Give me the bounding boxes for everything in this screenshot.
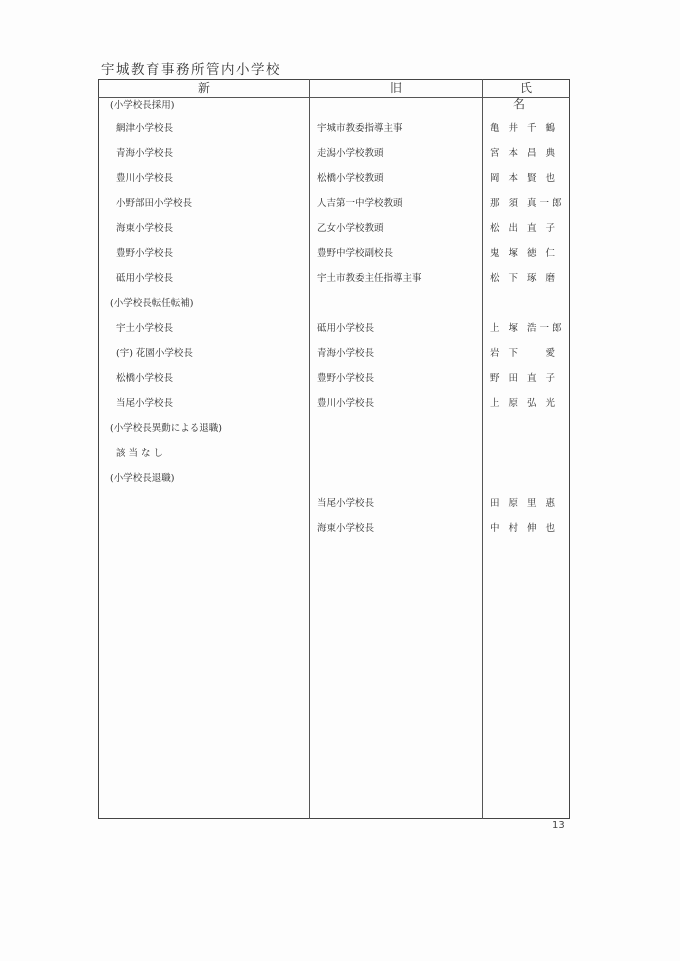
section-heading-row	[98, 296, 570, 312]
table-row	[98, 446, 570, 462]
table-row	[98, 321, 570, 337]
new-position: 網津小学校長	[116, 123, 174, 134]
old-position: 走潟小学校教頭	[317, 148, 384, 159]
table-row	[98, 496, 570, 512]
document-title: 宇城教育事務所管内小学校	[101, 62, 281, 78]
table-row	[98, 346, 570, 362]
new-position: (小学校長異動による退職)	[110, 423, 222, 434]
table-row	[98, 196, 570, 212]
person-name: 松 出 直 子	[490, 223, 559, 234]
person-name: 中 村 伸 也	[490, 523, 559, 534]
new-position: 当尾小学校長	[116, 398, 174, 409]
section-heading-row	[98, 98, 570, 114]
new-position: 宇土小学校長	[116, 323, 174, 334]
table-row	[98, 146, 570, 162]
new-position: (小学校長退職)	[110, 473, 175, 484]
new-position: (小学校長転任転補)	[110, 298, 194, 309]
new-position: 該 当 な し	[116, 448, 164, 459]
person-name: 松 下 琢 磨	[490, 273, 559, 284]
old-position: 人吉第一中学校教頭	[317, 198, 403, 209]
person-name: 那 須 真一郎	[490, 198, 565, 209]
table-row	[98, 221, 570, 237]
new-position: 豊川小学校長	[116, 173, 174, 184]
old-position: 宇土市教委主任指導主事	[317, 273, 422, 284]
old-position: 当尾小学校長	[317, 498, 375, 509]
table-row	[98, 371, 570, 387]
new-position: (小学校長採用)	[110, 100, 175, 111]
person-name: 鬼 塚 徳 仁	[490, 248, 559, 259]
table-row	[98, 396, 570, 412]
old-position: 豊野小学校長	[317, 373, 375, 384]
table-row	[98, 121, 570, 137]
new-position: (宇) 花園小学校長	[116, 348, 193, 359]
old-position: 豊川小学校長	[317, 398, 375, 409]
new-position: 砥用小学校長	[116, 273, 174, 284]
table-row	[98, 171, 570, 187]
old-position: 豊野中学校副校長	[317, 248, 394, 259]
header-new: 新	[197, 81, 210, 95]
new-position: 松橋小学校長	[116, 373, 174, 384]
old-position: 乙女小学校教頭	[317, 223, 384, 234]
person-name: 田 原 里 惠	[490, 498, 559, 509]
old-position: 松橋小学校教頭	[317, 173, 384, 184]
section-heading-row	[98, 471, 570, 487]
new-position: 青海小学校長	[116, 148, 174, 159]
person-name: 宮 本 昌 典	[490, 148, 559, 159]
old-position: 海東小学校長	[317, 523, 375, 534]
person-name: 上 原 弘 光	[490, 398, 559, 409]
old-position: 宇城市教委指導主事	[317, 123, 403, 134]
person-name: 亀 井 千 鶴	[490, 123, 559, 134]
header-name: 氏 名	[512, 81, 573, 111]
new-position: 海東小学校長	[116, 223, 174, 234]
new-position: 豊野小学校長	[116, 248, 174, 259]
person-name: 岩 下 愛	[490, 348, 559, 359]
section-heading-row	[98, 421, 570, 437]
old-position: 砥用小学校長	[317, 323, 375, 334]
table-row	[98, 521, 570, 537]
person-name: 上 塚 浩一郎	[490, 323, 565, 334]
old-position: 青海小学校長	[317, 348, 375, 359]
new-position: 小野部田小学校長	[116, 198, 193, 209]
header-old: 旧	[389, 81, 402, 95]
person-name: 岡 本 賢 也	[490, 173, 559, 184]
page-number: 13	[552, 820, 565, 831]
table-row	[98, 246, 570, 262]
person-name: 野 田 直 子	[490, 373, 559, 384]
table-row	[98, 271, 570, 287]
